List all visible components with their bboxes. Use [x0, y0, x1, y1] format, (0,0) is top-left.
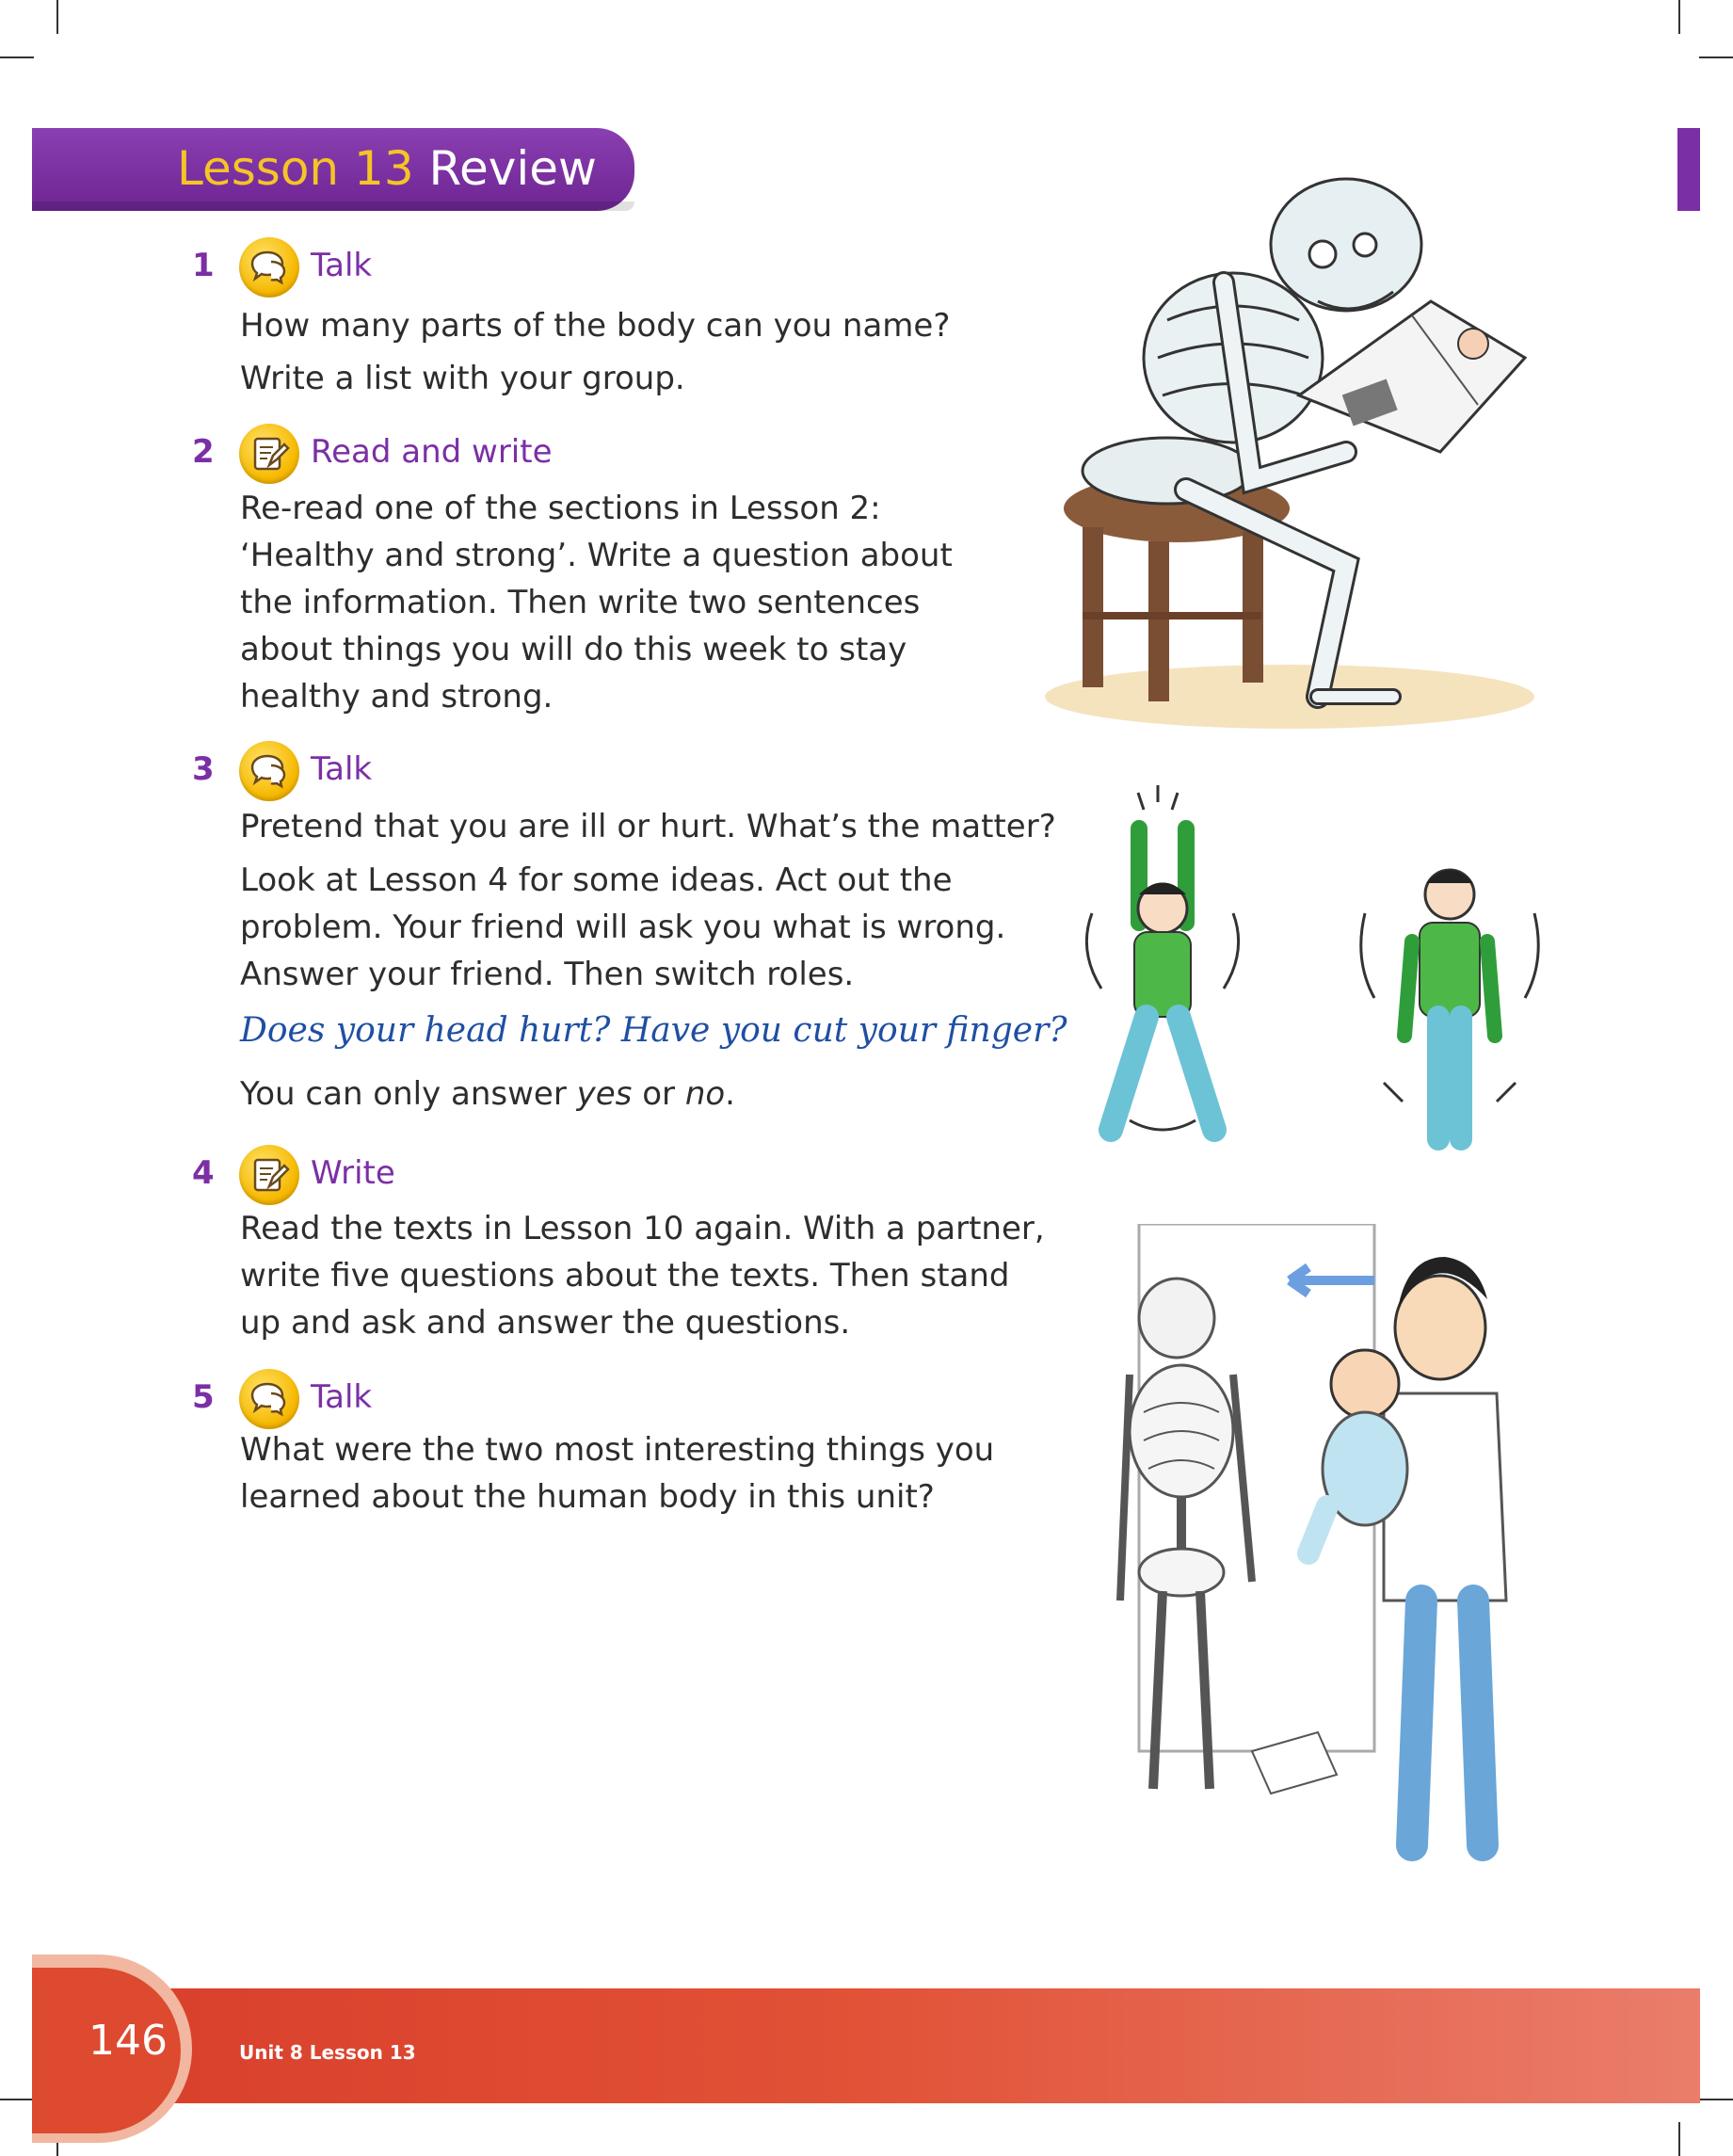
- text-span: or: [632, 1075, 685, 1113]
- answer-hint: [240, 1070, 735, 1118]
- text-line: healthy and strong.: [240, 678, 554, 716]
- sample-questions: Does your head hurt? Have you cut your finger?: [240, 1011, 1067, 1050]
- activity-text: [240, 299, 950, 405]
- text-span: no: [684, 1075, 726, 1113]
- text-line: problem. Your friend will ask you what is wrong.: [240, 909, 1006, 946]
- activity-heading: Talk: [311, 750, 373, 788]
- text-line: about things you will do this week to stay: [240, 631, 907, 668]
- activity-number: 4: [192, 1154, 215, 1192]
- text-line: Re-read one of the sections in Lesson 2:: [240, 490, 881, 527]
- text-line: up and ask and answer the questions.: [240, 1304, 851, 1342]
- text-line: the information. Then write two sentences: [240, 584, 921, 621]
- text-line: Write a list with your group.: [240, 360, 685, 397]
- crop-mark: [1678, 0, 1680, 34]
- footer-label: Unit 8 Lesson 13: [239, 2041, 416, 2064]
- speech-bubbles-icon: [239, 1369, 299, 1429]
- activity-number: 5: [192, 1378, 215, 1416]
- activity-heading: Write: [311, 1154, 395, 1192]
- speech-bubbles-icon: [239, 741, 299, 801]
- activity-text: [240, 485, 953, 720]
- text-span: You can only answer: [240, 1075, 577, 1113]
- activity-text: [240, 803, 1056, 850]
- activity-number: 2: [192, 433, 215, 471]
- notepad-pencil-icon: [239, 424, 299, 484]
- children-exercising-illustration: [1073, 781, 1563, 1158]
- text-line: Look at Lesson 4 for some ideas. Act out the: [240, 861, 953, 899]
- notepad-pencil-icon: [239, 1145, 299, 1205]
- crop-mark: [1699, 56, 1733, 58]
- crop-mark: [1678, 2122, 1680, 2156]
- section-label: Review: [428, 141, 597, 196]
- speech-bubbles-icon: [239, 237, 299, 298]
- text-line: ‘Healthy and strong’. Write a question about: [240, 537, 953, 574]
- activity-heading: Talk: [311, 1378, 373, 1416]
- text-line: learned about the human body in this unit?: [240, 1478, 935, 1516]
- crop-mark: [56, 0, 58, 34]
- text-line: write five questions about the texts. Then stand: [240, 1257, 1010, 1295]
- lesson-label: Lesson 13: [177, 141, 414, 196]
- activity-text: [240, 1426, 994, 1520]
- skeleton-reading-illustration: [1035, 169, 1563, 753]
- crop-mark: [1699, 2099, 1733, 2100]
- text-span: .: [725, 1075, 735, 1113]
- crop-mark: [0, 56, 34, 58]
- activity-text: [240, 1205, 1045, 1346]
- doctor-baby-skeleton-illustration: [1101, 1224, 1544, 1892]
- text-line: Read the texts in Lesson 10 again. With a partner,: [240, 1210, 1045, 1247]
- activity-number: 3: [192, 750, 215, 788]
- text-line: Answer your friend. Then switch roles.: [240, 956, 855, 993]
- activity-number: 1: [192, 247, 215, 284]
- activity-text: [240, 857, 1005, 998]
- activity-heading: Talk: [311, 247, 373, 284]
- text-line: What were the two most interesting things you: [240, 1431, 995, 1469]
- page-number: 146: [88, 2017, 168, 2065]
- edge-tab: [1677, 128, 1700, 211]
- text-line: Pretend that you are ill or hurt. What’s the matter?: [240, 808, 1056, 845]
- banner-shadow: [32, 201, 634, 211]
- crop-mark: [0, 2099, 34, 2100]
- activity-heading: Read and write: [311, 433, 553, 471]
- page-title: [177, 139, 597, 198]
- text-span: yes: [576, 1075, 633, 1113]
- text-line: How many parts of the body can you name?: [240, 307, 951, 345]
